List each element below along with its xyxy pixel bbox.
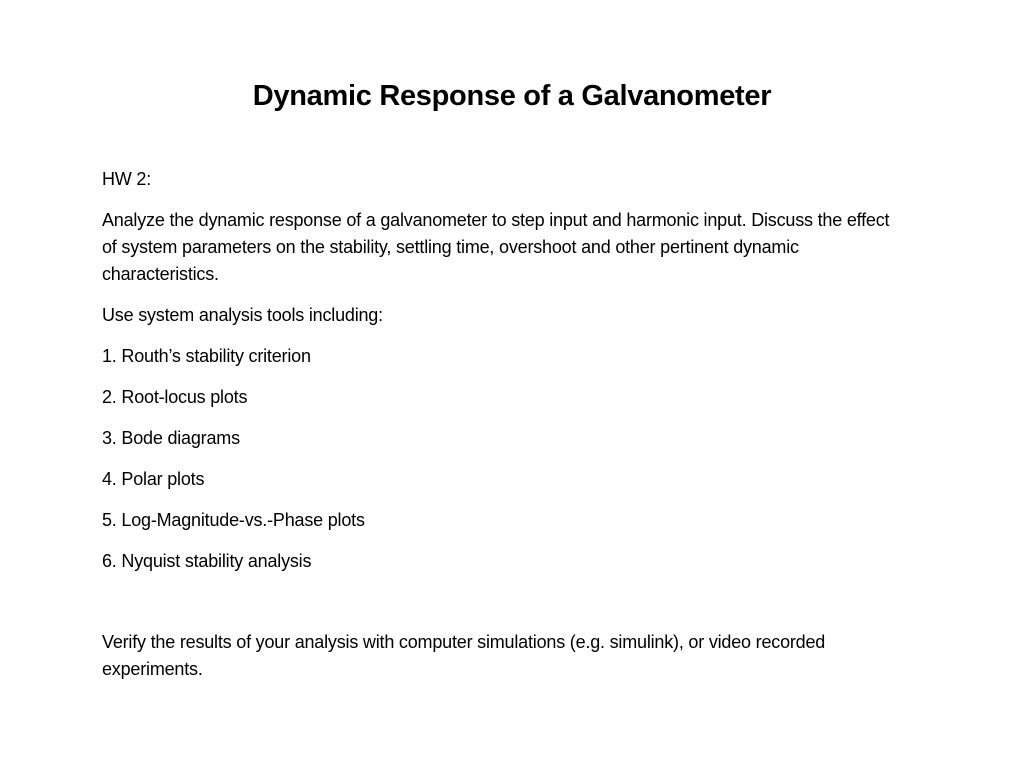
tools-list-item-log-magnitude: 5. Log-Magnitude-vs.-Phase plots — [102, 510, 365, 530]
tools-list-item-nyquist: 6. Nyquist stability analysis — [102, 551, 312, 571]
tools-list-item-routh: 1. Routh’s stability criterion — [102, 346, 311, 366]
tools-list-item-root-locus: 2. Root-locus plots — [102, 387, 248, 407]
slide-body — [102, 166, 902, 697]
tools-list-item-polar: 4. Polar plots — [102, 469, 205, 489]
hw-label: HW 2: — [102, 169, 152, 189]
tools-list — [102, 343, 902, 575]
slide-title: Dynamic Response of a Galvanometer — [252, 80, 772, 112]
tools-heading: Use system analysis tools including: — [102, 305, 383, 325]
intro-paragraph: Analyze the dynamic response of a galvanometer to step input and harmonic input. Discuss the effect of system parameters on the stability, settling time, overshoot and other pertinent dynamic characteristics. — [102, 210, 890, 284]
closing-paragraph: Verify the results of your analysis with computer simulations (e.g. simulink), or video recorded experiments. — [102, 632, 826, 679]
tools-list-item-bode: 3. Bode diagrams — [102, 428, 240, 448]
spacer — [102, 589, 902, 629]
